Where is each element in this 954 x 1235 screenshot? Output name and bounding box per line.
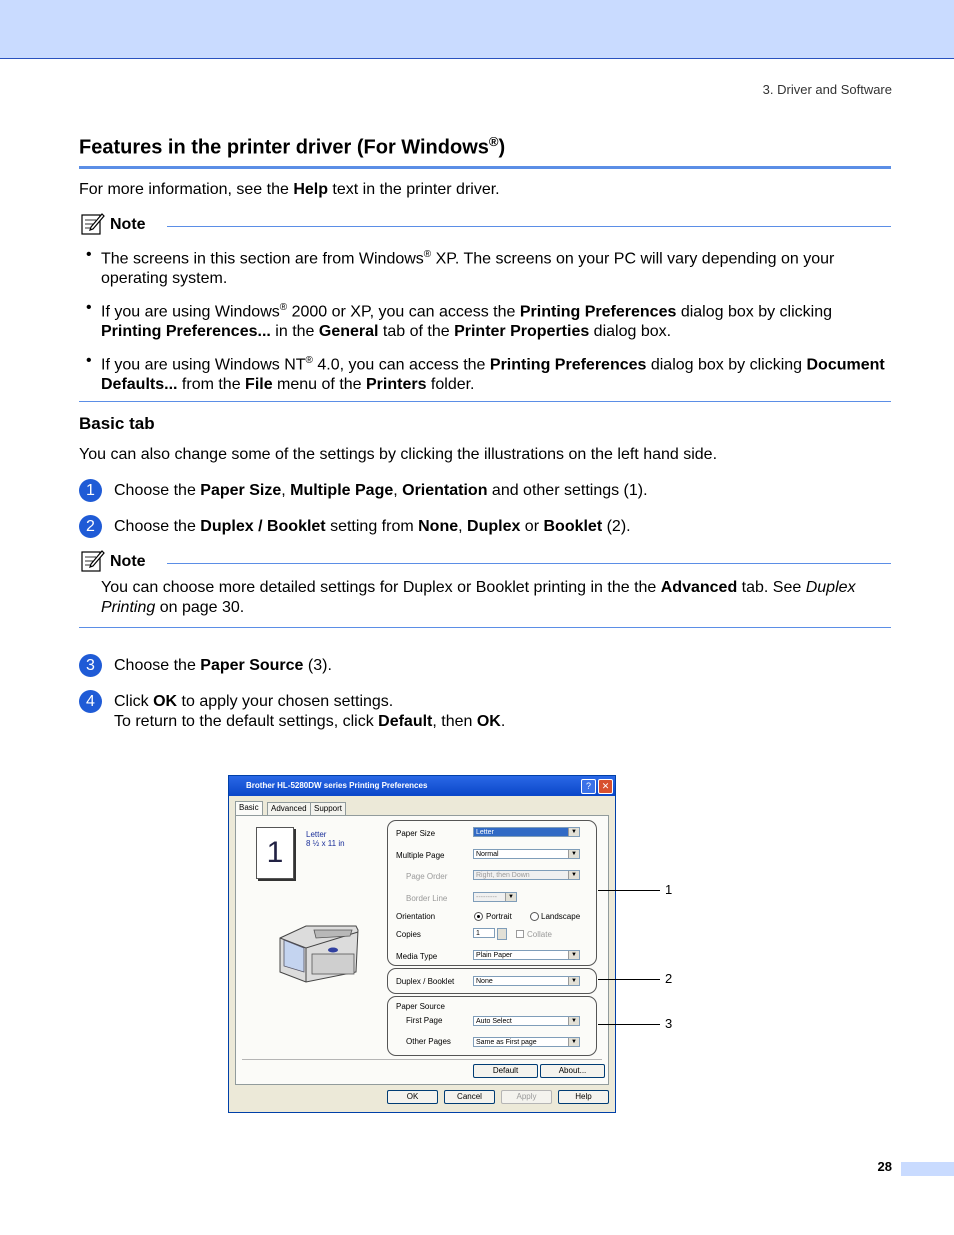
- note-label: Note: [110, 216, 146, 233]
- landscape-label: Landscape: [541, 912, 581, 921]
- note-pencil-icon: [81, 211, 105, 235]
- chevron-down-icon: ▼: [568, 1038, 579, 1046]
- copies-stepper[interactable]: [497, 928, 507, 940]
- note-pencil-icon: [81, 548, 105, 572]
- panel-divider: [242, 1059, 602, 1060]
- copies-input[interactable]: 1: [473, 928, 495, 938]
- tab-support[interactable]: Support: [310, 802, 346, 815]
- first-page-select[interactable]: Auto Select ▼: [473, 1016, 580, 1026]
- copies-label: Copies: [396, 930, 421, 939]
- paper-size-label: Paper Size: [396, 829, 436, 838]
- callout-line-1: [598, 890, 660, 891]
- other-pages-select[interactable]: Same as First page ▼: [473, 1037, 580, 1047]
- chevron-down-icon: ▼: [568, 977, 579, 985]
- step-number: 2: [79, 515, 102, 538]
- border-line-label: Border Line: [406, 894, 448, 903]
- step-2: 2 Choose the Duplex / Booklet setting from None, Duplex or Booklet (2).: [79, 517, 631, 537]
- page-order-select[interactable]: Right, then Down ▼: [473, 870, 580, 880]
- note-bottom-rule: [79, 627, 891, 628]
- callout-line-2: [598, 979, 660, 980]
- intro-text: For more information, see the Help text in the printer driver.: [79, 181, 500, 198]
- about-button[interactable]: About...: [540, 1064, 605, 1078]
- chevron-down-icon: ▼: [568, 871, 579, 879]
- title-rule: [79, 166, 891, 169]
- multiple-page-label: Multiple Page: [396, 851, 445, 860]
- help-button[interactable]: Help: [558, 1090, 609, 1104]
- step-number: 3: [79, 654, 102, 677]
- chevron-down-icon: ▼: [568, 951, 579, 959]
- paper-dimensions: 8 ½ x 11 in: [306, 839, 345, 848]
- page-layout-preview[interactable]: 1: [256, 827, 294, 879]
- footer-band: [901, 1162, 954, 1176]
- step-4: 4 Click OK to apply your chosen settings. To return to the default settings, click Default, then OK.: [79, 692, 505, 732]
- portrait-label: Portrait: [486, 912, 512, 921]
- cancel-button[interactable]: Cancel: [444, 1090, 495, 1104]
- border-line-select[interactable]: --------- ▼: [473, 892, 517, 902]
- portrait-radio[interactable]: [474, 912, 483, 921]
- step-1: 1 Choose the Paper Size, Multiple Page, Orientation and other settings (1).: [79, 481, 648, 501]
- note-bullet: • The screens in this section are from Windows® XP. The screens on your PC will vary depending on your operating system.: [86, 246, 835, 288]
- step-3: 3 Choose the Paper Source (3).: [79, 656, 332, 676]
- callout-line-3: [598, 1024, 660, 1025]
- page-order-label: Page Order: [406, 872, 448, 881]
- chevron-down-icon: ▼: [505, 893, 516, 901]
- printer-illustration-icon[interactable]: [276, 920, 360, 986]
- media-type-label: Media Type: [396, 952, 438, 961]
- tab-basic[interactable]: Basic: [235, 801, 263, 815]
- note-text: You can choose more detailed settings for Duplex or Booklet printing in the the Advanced tab. See Duplex Printing on page 30.: [101, 579, 856, 616]
- note-rule: [167, 226, 891, 227]
- note-rule: [167, 563, 891, 564]
- apply-button[interactable]: Apply: [501, 1090, 552, 1104]
- duplex-label: Duplex / Booklet: [396, 977, 455, 986]
- step-number: 1: [79, 479, 102, 502]
- duplex-select[interactable]: None ▼: [473, 976, 580, 986]
- header-band: [0, 0, 954, 59]
- dialog-titlebar: [229, 776, 615, 796]
- note-header: [79, 213, 891, 239]
- page-number: 28: [877, 1159, 892, 1174]
- other-pages-label: Other Pages: [406, 1037, 451, 1046]
- paper-size-select[interactable]: Letter ▼: [473, 827, 580, 837]
- help-icon[interactable]: ?: [581, 779, 596, 794]
- chevron-down-icon: ▼: [568, 1017, 579, 1025]
- ok-button[interactable]: OK: [387, 1090, 438, 1104]
- callout-number: 3: [665, 1016, 673, 1031]
- callout-number: 1: [665, 882, 673, 897]
- orientation-label: Orientation: [396, 912, 436, 921]
- note-header: [79, 550, 891, 576]
- media-type-select[interactable]: Plain Paper ▼: [473, 950, 580, 960]
- collate-checkbox[interactable]: [516, 930, 524, 938]
- chevron-down-icon: ▼: [568, 828, 579, 836]
- step-number: 4: [79, 690, 102, 713]
- note-bullet: • If you are using Windows NT® 4.0, you can access the Printing Preferences dialog box by clicking Document Defaults... from the File menu of the Printers folder.: [86, 352, 885, 394]
- note-bullet: • If you are using Windows® 2000 or XP, you can access the Printing Preferences dialog box by clicking Printing Preferences... in the General tab of the Printer Properties dialog box.: [86, 299, 833, 341]
- section-heading: Basic tab: [79, 414, 155, 433]
- basic-tab-panel: [235, 815, 609, 1085]
- close-icon[interactable]: ✕: [598, 779, 613, 794]
- collate-label: Collate: [527, 930, 552, 939]
- printing-preferences-dialog: [228, 775, 616, 1113]
- running-head: 3. Driver and Software: [762, 82, 892, 97]
- note-label: Note: [110, 553, 146, 570]
- section-intro: You can also change some of the settings by clicking the illustrations on the left hand side.: [79, 446, 718, 463]
- dialog-title: Brother HL-5280DW series Printing Preferences: [246, 781, 428, 790]
- multiple-page-select[interactable]: Normal ▼: [473, 849, 580, 859]
- paper-info: [306, 830, 345, 848]
- paper-name: Letter: [306, 830, 327, 839]
- paper-settings-group: [387, 820, 597, 966]
- tab-advanced[interactable]: Advanced: [267, 802, 311, 815]
- paper-source-label: Paper Source: [396, 1002, 445, 1011]
- paper-source-group: [387, 996, 597, 1056]
- first-page-label: First Page: [406, 1016, 443, 1025]
- note-bottom-rule: [79, 401, 891, 402]
- note-box: [79, 213, 891, 239]
- chevron-down-icon: ▼: [568, 850, 579, 858]
- callout-number: 2: [665, 971, 673, 986]
- default-button[interactable]: Default: [473, 1064, 538, 1078]
- landscape-radio[interactable]: [530, 912, 539, 921]
- page-title: Features in the printer driver (For Windows®): [79, 134, 506, 159]
- duplex-group: [387, 968, 597, 994]
- note-box: [79, 550, 891, 576]
